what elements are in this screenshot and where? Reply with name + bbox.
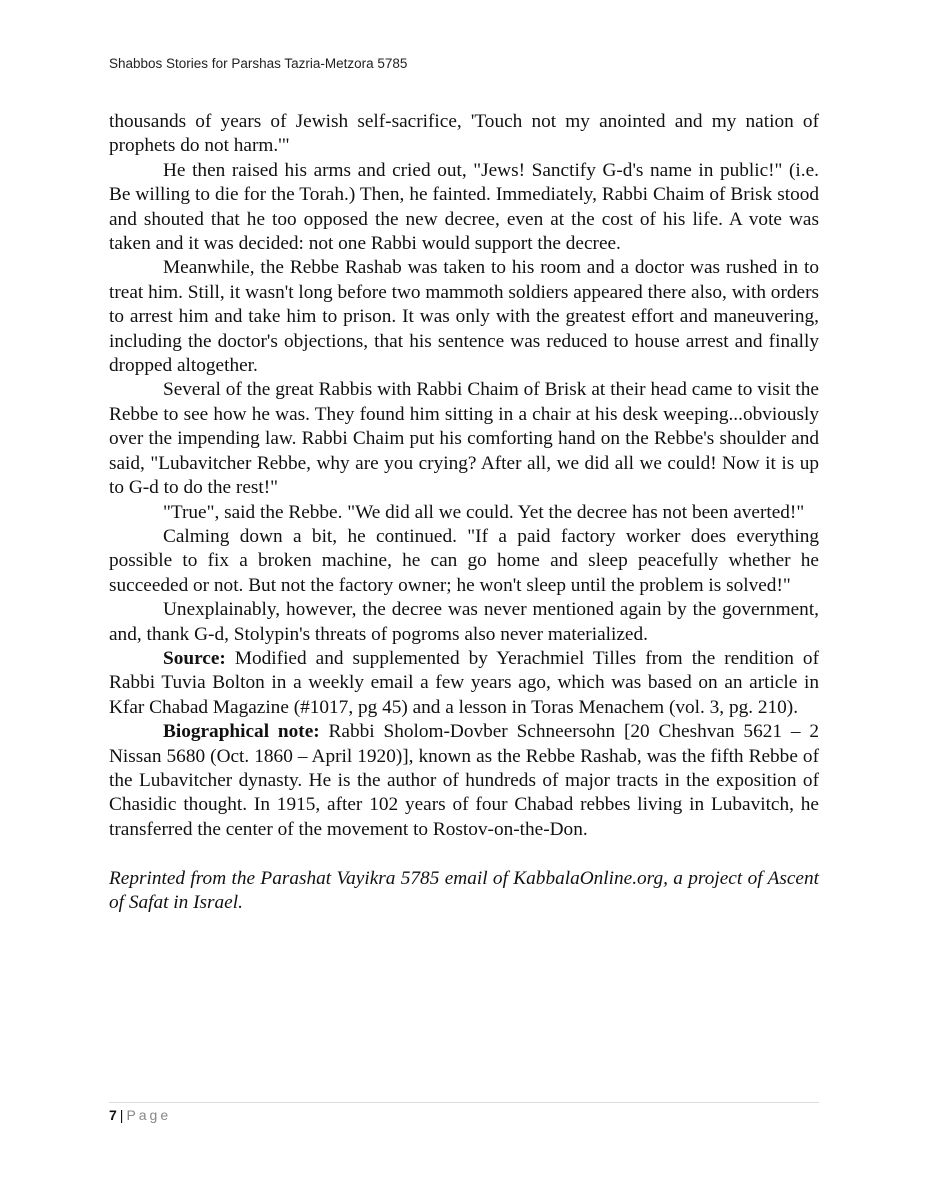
bio-paragraph — [109, 720, 819, 842]
document-body — [109, 110, 819, 915]
footer-divider — [109, 1102, 819, 1103]
paragraph: He then raised his arms and cried out, "Jews! Sanctify G-d's name in public!" (i.e. Be willing to die for the Torah.) Then, he fainted. Immediately, Rabbi Chaim of Brisk stood and shouted that he too opposed the new decree, even at the cost of his life. A vote was taken and it was decided: not one Rabbi would support the decree. — [109, 159, 819, 255]
page-label: Page — [126, 1107, 172, 1123]
page-footer — [109, 1107, 171, 1123]
source-text: Modified and supplemented by Yerachmiel Tilles from the rendition of Rabbi Tuvia Bolton in a weekly email a few years ago, which was based on an article in Kfar Chabad Magazine (#1017, pg 45) and a lesson in Toras Menachem (vol. 3, pg. 210). — [109, 647, 819, 718]
running-header: Shabbos Stories for Parshas Tazria-Metzora 5785 — [109, 56, 408, 71]
paragraph: "True", said the Rebbe. "We did all we could. Yet the decree has not been averted!" — [163, 501, 805, 523]
source-label: Source: — [163, 647, 226, 669]
paragraph: Several of the great Rabbis with Rabbi Chaim of Brisk at their head came to visit the Rebbe to see how he was. They found him sitting in a chair at his desk weeping...obviously over the impending law. Rabbi Chaim put his comforting hand on the Rebbe's shoulder and said, "Lubavitcher Rebbe, why are you crying? After all, we did all we could! Now it is up to G-d to do the rest!" — [109, 379, 819, 499]
paragraph: thousands of years of Jewish self-sacrifice, 'Touch not my anointed and my nation of prophets do not harm.'" — [109, 111, 819, 157]
source-paragraph — [109, 647, 819, 720]
reprint-note: Reprinted from the Parashat Vayikra 5785 email of KabbalaOnline.org, a project of Ascent of Safat in Israel. — [109, 867, 819, 913]
bio-label: Biographical note: — [163, 721, 320, 743]
paragraph: Meanwhile, the Rebbe Rashab was taken to his room and a doctor was rushed in to treat him. Still, it wasn't long before two mammoth soldiers appeared there also, with orders to arrest him and take him to prison. It was only with the greatest effort and maneuvering, including the doctor's objections, that his sentence was reduced to house arrest and finally dropped altogether. — [109, 257, 819, 377]
bio-text: Rabbi Sholom-Dovber Schneersohn [20 Cheshvan 5621 – 2 Nissan 5680 (Oct. 1860 – April 1920)], known as the Rebbe Rashab, was the fifth Rebbe of the Lubavitcher dynasty. He is the author of hundreds of major tracts in the exposition of Chasidic thought. In 1915, after 102 years of four Chabad rebbes living in Lubavitch, he transferred the center of the movement to Rostov-on-the-Don. — [109, 721, 819, 840]
page-number: 7 — [109, 1107, 117, 1123]
footer-separator: | — [119, 1107, 124, 1123]
paragraph: Unexplainably, however, the decree was never mentioned again by the government, and, thank G-d, Stolypin's threats of pogroms also never materialized. — [109, 599, 819, 645]
paragraph: Calming down a bit, he continued. "If a paid factory worker does everything possible to fix a broken machine, he can go home and sleep peacefully whether he succeeded or not. But not the factory owner; he won't sleep until the problem is solved!" — [109, 525, 819, 596]
